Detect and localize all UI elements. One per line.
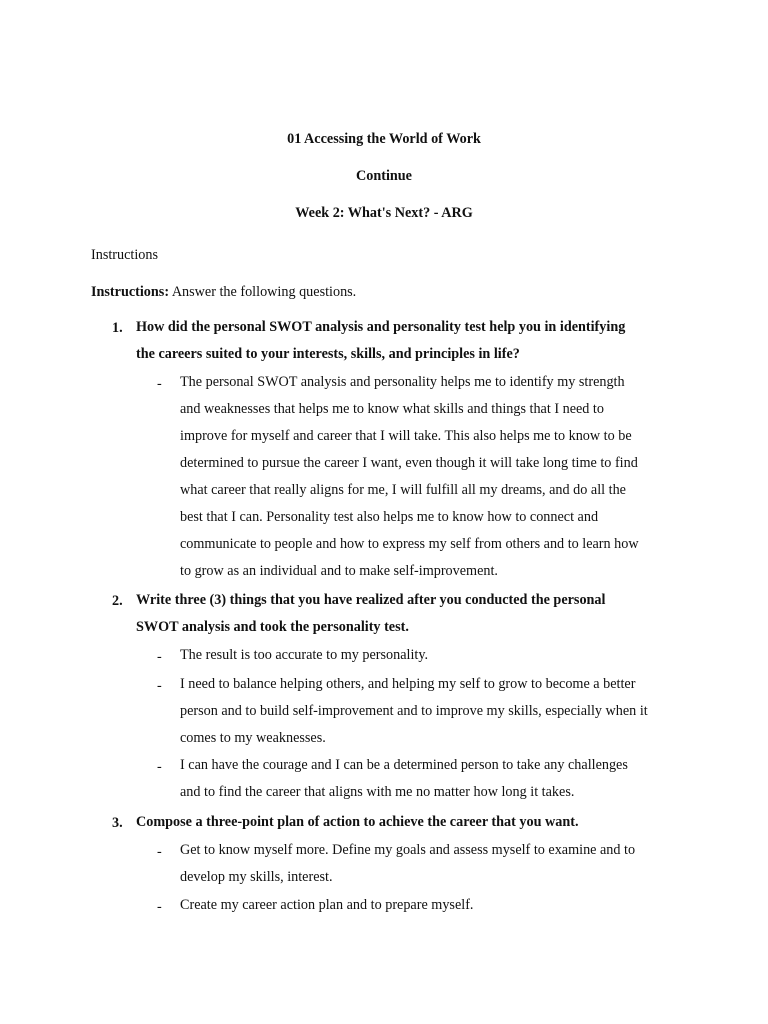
bullet-dash: - <box>157 649 162 665</box>
answer-line: I need to balance helping others, and helping my self to grow to become a better <box>180 676 636 692</box>
answer-bullet <box>180 752 710 806</box>
bullet-dash: - <box>157 376 162 392</box>
answer-line: The personal SWOT analysis and personality helps me to identify my strength <box>180 374 625 390</box>
answer-line: The result is too accurate to my personality. <box>180 647 429 663</box>
question-line: How did the personal SWOT analysis and personality test help you in identifying <box>136 319 626 335</box>
answer-line: comes to my weaknesses. <box>180 730 326 746</box>
question-text <box>136 809 696 836</box>
bullet-dash: - <box>157 844 162 860</box>
question-number: 1. <box>112 320 123 336</box>
question-line: Write three (3) things that you have realized after you conducted the personal <box>136 592 606 608</box>
answer-line: I can have the courage and I can be a determined person to take any challenges <box>180 757 628 773</box>
document-title: 01 Accessing the World of Work <box>287 131 481 147</box>
instructions-line <box>91 284 356 301</box>
week-heading: Week 2: What's Next? - ARG <box>295 205 473 221</box>
question-number: 2. <box>112 593 123 609</box>
answer-line: and weaknesses that helps me to know what skills and things that I need to <box>180 401 604 417</box>
answer-bullet <box>180 642 710 669</box>
document-subtitle: Continue <box>356 168 412 184</box>
question-text <box>136 314 696 368</box>
answer-line: person and to build self-improvement and to improve my skills, especially when it <box>180 703 648 719</box>
question-text <box>136 587 696 641</box>
bullet-dash: - <box>157 899 162 915</box>
answer-line: determined to pursue the career I want, even though it will take long time to find <box>180 455 638 471</box>
answer-line: and to find the career that aligns with me no matter how long it takes. <box>180 784 575 800</box>
answer-bullet <box>180 671 710 752</box>
answer-line: to grow as an individual and to make self-improvement. <box>180 563 498 579</box>
instructions-label: Instructions: <box>91 284 170 300</box>
instructions-text: Answer the following questions. <box>171 284 357 300</box>
question-line: SWOT analysis and took the personality test. <box>136 619 409 635</box>
instructions-heading: Instructions <box>91 247 158 263</box>
bullet-dash: - <box>157 678 162 694</box>
answer-line: improve for myself and career that I will take. This also helps me to know to be <box>180 428 632 444</box>
question-line: the careers suited to your interests, skills, and principles in life? <box>136 346 520 362</box>
answer-line: communicate to people and how to express my self from others and to learn how <box>180 536 639 552</box>
answer-line: develop my skills, interest. <box>180 869 333 885</box>
answer-line: best that I can. Personality test also helps me to know how to connect and <box>180 509 599 525</box>
answer-bullet <box>180 837 710 891</box>
answer-line: Create my career action plan and to prepare myself. <box>180 897 474 913</box>
answer-bullet <box>180 369 710 585</box>
answer-line: what career that really aligns for me, I will fulfill all my dreams, and do all the <box>180 482 626 498</box>
question-line: Compose a three-point plan of action to achieve the career that you want. <box>136 814 579 830</box>
question-number: 3. <box>112 815 123 831</box>
answer-bullet <box>180 892 710 919</box>
answer-line: Get to know myself more. Define my goals and assess myself to examine and to <box>180 842 636 858</box>
bullet-dash: - <box>157 759 162 775</box>
